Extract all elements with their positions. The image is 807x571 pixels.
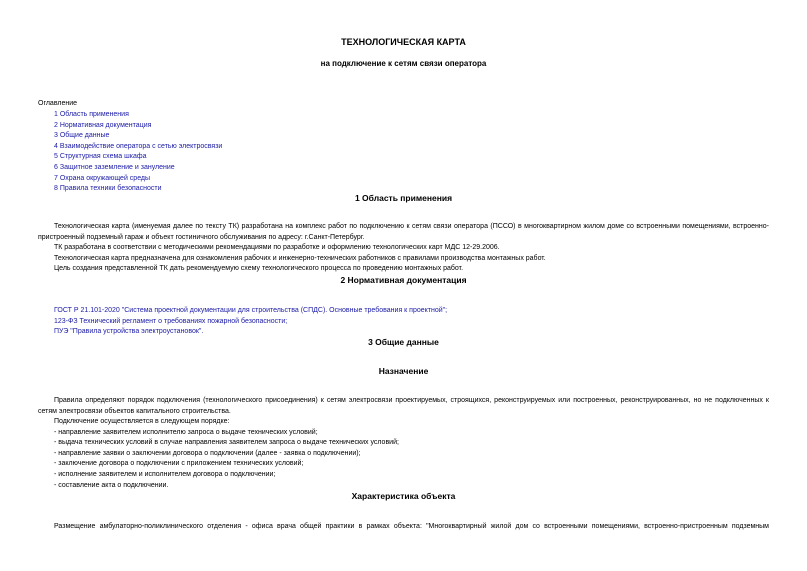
toc-link-normative-docs[interactable]: 2 Нормативная документация	[54, 121, 152, 129]
section-1-paragraph: ТК разработана в соответствии с методическими рекомендациями по разработке и оформлению технологических карт МДС 12-29.2006.	[54, 244, 500, 252]
table-of-contents	[54, 110, 222, 195]
section-1-paragraph: Технологическая карта предназначена для ознакомления рабочих и инженерно-технических работников с правилами производства монтажных работ.	[54, 254, 546, 262]
list-item: - заключение договора о подключении с приложением технических условий;	[54, 460, 304, 468]
section-1-paragraph: Цель создания представленной ТК дать рекомендуемую схему технологического процесса по проведению монтажных работ.	[54, 265, 464, 273]
document-subtitle: на подключение к сетям связи оператора	[320, 59, 487, 68]
purpose-heading: Назначение	[378, 366, 429, 376]
normative-references	[54, 306, 447, 338]
toc-link-scope[interactable]: 1 Область применения	[54, 111, 129, 118]
toc-link-general-data[interactable]: 3 Общие данные	[54, 132, 110, 140]
list-item: - исполнение заявителем и исполнителем договора о подключении;	[54, 470, 276, 478]
section-1-paragraph: Технологическая карта (именуемая далее по тексту ТК) разработана на комплекс работ по подключению к сетям связи оператора (ПССО) в многоквартирном жилом доме со встроенными помещениями, встроенно-пристроенный подземный гараж и объект гостиничного обслуживания по адресу: г.Санкт-Петербург.	[38, 223, 769, 241]
list-item: - выдача технических условий в случае направления заявителем запроса о выдаче технических условий;	[54, 439, 399, 447]
reference-link-pue[interactable]: ПУЭ "Правила устройства электроустановок".	[54, 328, 204, 336]
list-item: - направление заявки о заключении договора о подключении (далее - заявка о подключении);	[54, 449, 361, 457]
connection-steps	[54, 417, 769, 491]
list-item: - составление акта о подключении.	[54, 481, 169, 489]
toc-link-safety[interactable]: 8 Правила техники безопасности	[54, 185, 162, 193]
purpose-intro	[38, 396, 769, 417]
toc-link-environment[interactable]: 7 Охрана окружающей среды	[54, 174, 151, 182]
section-2-heading: 2 Нормативная документация	[340, 275, 467, 285]
purpose-intro-text: Правила определяют порядок подключения (технологического присоединения) к сетям электросвязи проектируемых, строящихся, реконструируемых или построенных, реконструированных, но не подключенных к сетям электросвязи объектов капитального строительства.	[38, 397, 769, 415]
toc-link-cabinet-diagram[interactable]: 5 Структурная схема шкафа	[54, 153, 147, 161]
section-1-heading: 1 Область применения	[354, 193, 453, 203]
order-label: Подключение осуществляется в следующем порядке:	[54, 418, 230, 425]
object-heading: Характеристика объекта	[351, 491, 456, 501]
toc-label: Оглавление	[38, 100, 78, 107]
object-body	[38, 522, 769, 533]
object-text: Размещение амбулаторно-поликлинического отделения - офиса врача общей практики в рамках объекта: "Многоквартирный жилой дом со встроенными помещениями, встроенно-пристроенным подземным	[54, 523, 769, 530]
reference-link-123fz[interactable]: 123-ФЗ Технический регламент о требованиях пожарной безопасности;	[54, 317, 288, 325]
list-item: - направление заявителем исполнителю запроса о выдаче технических условий;	[54, 428, 318, 436]
reference-link-gost[interactable]: ГОСТ Р 21.101-2020 "Система проектной документации для строительства (СПДС). Основные требования к проектной";	[54, 307, 448, 314]
toc-link-operator-interaction[interactable]: 4 Взаимодействие оператора с сетью электросвязи	[54, 142, 223, 150]
toc-link-grounding[interactable]: 6 Защитное заземление и зануление	[54, 163, 175, 171]
section-1-body	[38, 222, 769, 275]
section-3-heading: 3 Общие данные	[368, 337, 439, 347]
document-title: ТЕХНОЛОГИЧЕСКАЯ КАРТА	[341, 37, 466, 47]
